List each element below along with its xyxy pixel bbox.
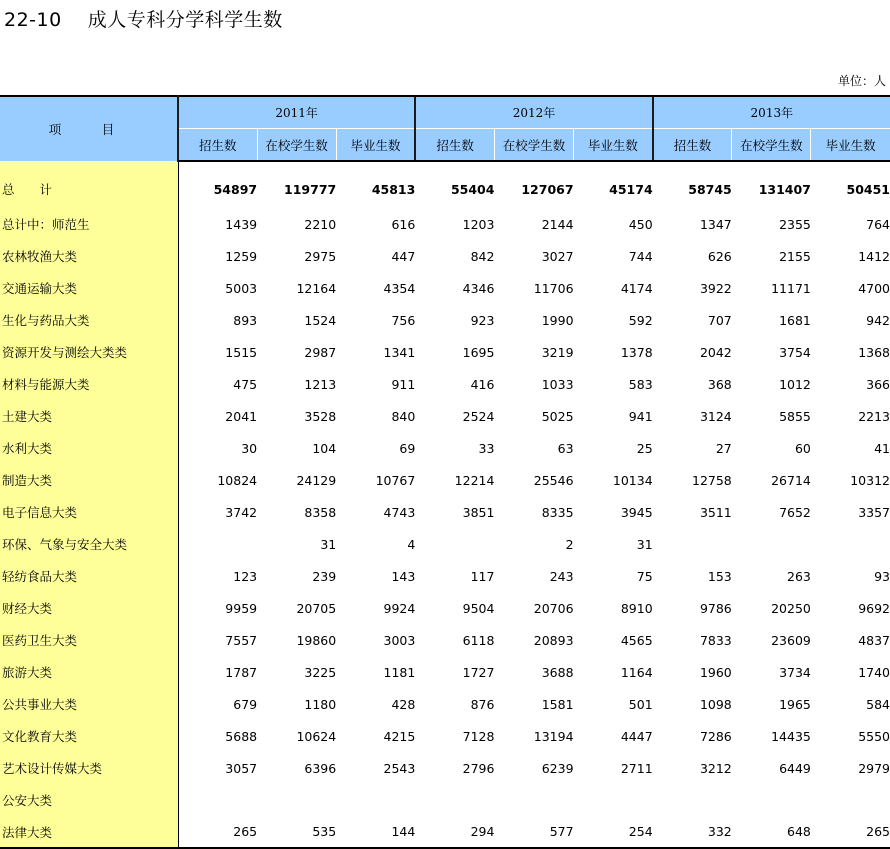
table-cell: 50451 — [846, 181, 890, 197]
table-cell: 19860 — [296, 632, 337, 648]
table-cell: 626 — [707, 248, 732, 264]
table-cell: 265 — [811, 816, 890, 848]
table-cell: 7128 — [462, 728, 495, 744]
table-cell — [653, 528, 732, 560]
row-label: 土建大类 — [0, 400, 178, 432]
table-cell: 9692 — [858, 600, 890, 616]
table-cell — [732, 528, 811, 560]
table-cell: 58745 — [688, 181, 732, 197]
header-students: 在校学生数 — [257, 129, 336, 162]
table-cell: 1695 — [462, 344, 495, 360]
table-cell: 3219 — [541, 344, 574, 360]
row-label: 轻纺食品大类 — [0, 560, 178, 592]
table-cell: 842 — [470, 248, 495, 264]
table-cell: 3124 — [699, 408, 732, 424]
table-cell: 7833 — [699, 632, 732, 648]
table-row — [0, 592, 890, 624]
table-cell: 1524 — [304, 312, 337, 328]
table-cell: 1164 — [620, 664, 653, 680]
table-cell: 1203 — [462, 216, 495, 232]
table-cell: 3528 — [304, 408, 337, 424]
table-cell: 648 — [732, 816, 811, 848]
table-cell: 428 — [391, 696, 416, 712]
table-cell: 31 — [636, 536, 653, 552]
table-row — [0, 496, 890, 528]
table-row — [0, 784, 890, 816]
table-cell: 1341 — [383, 344, 416, 360]
header-project: 项 目 — [0, 96, 178, 161]
table-cell: 6239 — [541, 760, 574, 776]
table-cell: 4215 — [383, 728, 416, 744]
table-cell: 2987 — [304, 344, 337, 360]
unit-label: 单位：人 — [837, 74, 886, 88]
page-title — [4, 5, 283, 32]
table-cell: 2796 — [462, 760, 495, 776]
table-cell: 2975 — [304, 248, 337, 264]
table-row — [0, 528, 890, 560]
table-cell: 3003 — [383, 632, 416, 648]
table-cell — [574, 784, 653, 816]
table-cell: 8910 — [620, 600, 653, 616]
table-cell: 45813 — [371, 181, 416, 197]
table-cell: 583 — [628, 376, 653, 392]
table-number: 22-10 — [4, 9, 62, 31]
header-year: 2013年 — [653, 96, 890, 129]
table-cell: 3688 — [541, 664, 574, 680]
table-cell: 127067 — [521, 181, 574, 197]
row-label: 公安大类 — [0, 784, 178, 816]
table-cell: 69 — [399, 440, 416, 456]
table-cell: 1378 — [620, 344, 653, 360]
table-cell: 30 — [241, 440, 258, 456]
table-cell: 31 — [320, 536, 337, 552]
table-cell: 3511 — [699, 504, 732, 520]
table-cell: 1412 — [858, 248, 890, 264]
table-cell — [257, 784, 336, 816]
table-cell: 4565 — [620, 632, 653, 648]
table-cell: 11706 — [533, 280, 574, 296]
table-cell: 744 — [628, 248, 653, 264]
table-cell: 1347 — [699, 216, 732, 232]
table-row — [0, 688, 890, 720]
table-cell: 263 — [787, 568, 811, 584]
table-cell: 5688 — [225, 728, 258, 744]
table-cell: 2041 — [225, 408, 258, 424]
table-cell: 1787 — [225, 664, 258, 680]
table-cell: 2213 — [858, 408, 890, 424]
statistics-table — [0, 95, 890, 849]
table-cell: 131407 — [758, 181, 811, 197]
table-cell: 447 — [391, 248, 416, 264]
row-label: 总计中：师范生 — [0, 208, 178, 240]
table-cell: 1965 — [779, 696, 811, 712]
header-row-years — [0, 96, 890, 129]
table-row — [0, 368, 890, 400]
row-label: 电子信息大类 — [0, 496, 178, 528]
table-cell: 4354 — [383, 280, 416, 296]
row-label: 农林牧渔大类 — [0, 240, 178, 272]
table-cell: 265 — [178, 816, 257, 848]
table-cell: 14435 — [771, 728, 811, 744]
table-cell: 756 — [391, 312, 416, 328]
table-cell: 2711 — [620, 760, 653, 776]
header-enrollment: 招生数 — [178, 129, 257, 162]
row-label: 生化与药品大类 — [0, 304, 178, 336]
table-cell: 153 — [707, 568, 732, 584]
table-cell: 5003 — [225, 280, 258, 296]
table-cell: 577 — [494, 816, 573, 848]
table-cell: 25546 — [533, 472, 574, 488]
table-row — [0, 656, 890, 688]
table-cell: 3057 — [225, 760, 258, 776]
table-cell: 27 — [715, 440, 732, 456]
table-cell: 1740 — [858, 664, 890, 680]
table-cell: 3027 — [541, 248, 574, 264]
table-row — [0, 560, 890, 592]
row-label: 水利大类 — [0, 432, 178, 464]
table-cell: 12164 — [296, 280, 337, 296]
table-cell: 501 — [628, 696, 653, 712]
table-row — [0, 336, 890, 368]
table-cell: 4 — [407, 536, 416, 552]
table-body — [0, 161, 890, 848]
table-cell: 2543 — [383, 760, 416, 776]
table-cell: 123 — [233, 568, 258, 584]
table-cell: 3212 — [699, 760, 732, 776]
table-cell: 60 — [794, 440, 811, 456]
table-cell: 45174 — [609, 181, 653, 197]
table-cell: 3734 — [779, 664, 811, 680]
table-cell: 33 — [478, 440, 495, 456]
table-cell: 8358 — [304, 504, 337, 520]
table-cell — [732, 784, 811, 816]
table-cell: 1012 — [779, 376, 811, 392]
table-cell: 535 — [257, 816, 336, 848]
table-cell: 3357 — [858, 504, 890, 520]
table-row — [0, 240, 890, 272]
table-cell: 4174 — [620, 280, 653, 296]
table-cell: 20893 — [533, 632, 574, 648]
table-title: 成人专科分学科学生数 — [87, 9, 283, 31]
row-label: 材料与能源大类 — [0, 368, 178, 400]
table-cell: 9786 — [699, 600, 732, 616]
table-cell: 5550 — [858, 728, 890, 744]
table-cell: 1033 — [541, 376, 574, 392]
table-row — [0, 720, 890, 752]
table-cell: 55404 — [450, 181, 495, 197]
table-cell: 26714 — [771, 472, 811, 488]
header-graduates: 毕业生数 — [336, 129, 415, 162]
table-cell: 2524 — [462, 408, 495, 424]
table-cell: 2042 — [699, 344, 732, 360]
table-row — [0, 208, 890, 240]
table-cell: 5025 — [541, 408, 574, 424]
table-cell: 6396 — [304, 760, 337, 776]
table-cell: 1990 — [541, 312, 574, 328]
table-cell: 416 — [470, 376, 495, 392]
table-cell: 5855 — [779, 408, 811, 424]
table-cell: 144 — [336, 816, 415, 848]
table-cell: 2979 — [858, 760, 890, 776]
header-students: 在校学生数 — [494, 129, 573, 162]
table-cell: 143 — [391, 568, 416, 584]
row-label: 制造大类 — [0, 464, 178, 496]
table-cell: 366 — [866, 376, 890, 392]
table-row — [0, 432, 890, 464]
table-cell: 2 — [565, 536, 574, 552]
table-cell: 942 — [866, 312, 890, 328]
table-cell: 1681 — [779, 312, 811, 328]
row-label: 法律大类 — [0, 816, 178, 848]
table-cell: 23609 — [771, 632, 811, 648]
table-cell: 7652 — [779, 504, 811, 520]
table-cell: 3945 — [620, 504, 653, 520]
table-cell: 12758 — [692, 472, 732, 488]
row-label: 旅游大类 — [0, 656, 178, 688]
table-cell: 239 — [312, 568, 337, 584]
table-cell: 75 — [636, 568, 653, 584]
table-cell: 840 — [391, 408, 416, 424]
table-cell: 20706 — [533, 600, 574, 616]
table-row — [0, 624, 890, 656]
table-cell: 4700 — [858, 280, 890, 296]
table-cell: 3851 — [462, 504, 495, 520]
table-cell: 24129 — [296, 472, 337, 488]
table-cell: 6449 — [779, 760, 811, 776]
header-students: 在校学生数 — [732, 129, 811, 162]
table-cell: 911 — [391, 376, 416, 392]
table-cell: 2355 — [779, 216, 811, 232]
table-cell — [415, 784, 494, 816]
table-cell: 616 — [391, 216, 416, 232]
table-cell: 1259 — [225, 248, 258, 264]
table-row — [0, 161, 890, 208]
table-cell — [178, 528, 257, 560]
table-cell: 41 — [874, 440, 890, 456]
header-enrollment: 招生数 — [653, 129, 732, 162]
table-cell: 923 — [470, 312, 495, 328]
row-label: 艺术设计传媒大类 — [0, 752, 178, 784]
table-cell: 1368 — [858, 344, 890, 360]
table-cell: 2155 — [779, 248, 811, 264]
table-cell: 20250 — [771, 600, 811, 616]
table-cell: 10767 — [375, 472, 416, 488]
row-label: 总 计 — [0, 161, 178, 208]
table-cell: 7557 — [225, 632, 258, 648]
table-cell: 243 — [549, 568, 574, 584]
table-cell: 1515 — [225, 344, 258, 360]
table-cell: 10134 — [612, 472, 653, 488]
table-cell: 475 — [233, 376, 258, 392]
table-cell: 10824 — [217, 472, 258, 488]
table-cell: 1098 — [699, 696, 732, 712]
table-cell: 2144 — [541, 216, 574, 232]
table-cell — [336, 784, 415, 816]
table-cell: 592 — [628, 312, 653, 328]
table-cell: 54897 — [213, 181, 258, 197]
table-row — [0, 464, 890, 496]
table-cell: 3225 — [304, 664, 337, 680]
table-cell: 764 — [866, 216, 890, 232]
table-cell: 584 — [866, 696, 890, 712]
header-year: 2011年 — [178, 96, 415, 129]
table-cell: 1727 — [462, 664, 495, 680]
table-cell: 11171 — [771, 280, 811, 296]
row-label: 文化教育大类 — [0, 720, 178, 752]
table-cell: 10312 — [850, 472, 890, 488]
table-cell: 9924 — [383, 600, 416, 616]
table-cell: 4743 — [383, 504, 416, 520]
table-cell: 450 — [628, 216, 653, 232]
table-cell: 368 — [707, 376, 732, 392]
table-cell: 12214 — [454, 472, 495, 488]
table-cell: 4346 — [462, 280, 495, 296]
table-cell: 93 — [874, 568, 890, 584]
header-graduates: 毕业生数 — [574, 129, 653, 162]
row-label: 环保、气象与安全大类 — [0, 528, 178, 560]
header-graduates: 毕业生数 — [811, 129, 890, 162]
table-cell: 3742 — [225, 504, 258, 520]
table-cell: 9504 — [462, 600, 495, 616]
table-cell: 20705 — [296, 600, 337, 616]
table-cell: 10624 — [296, 728, 337, 744]
table-cell — [415, 528, 494, 560]
table-cell — [811, 528, 890, 560]
table-cell: 13194 — [533, 728, 574, 744]
table-cell: 7286 — [699, 728, 732, 744]
table-cell: 4837 — [858, 632, 890, 648]
table-cell: 1181 — [383, 664, 416, 680]
table-cell: 63 — [557, 440, 574, 456]
row-label: 医药卫生大类 — [0, 624, 178, 656]
table-cell: 332 — [653, 816, 732, 848]
row-label: 交通运输大类 — [0, 272, 178, 304]
table-cell — [811, 784, 890, 816]
table-cell: 3754 — [779, 344, 811, 360]
table-cell: 254 — [574, 816, 653, 848]
header-enrollment: 招生数 — [415, 129, 494, 162]
table-cell: 1960 — [699, 664, 732, 680]
table-cell: 2210 — [304, 216, 337, 232]
table-cell: 893 — [233, 312, 258, 328]
table-cell: 8335 — [541, 504, 574, 520]
row-label: 资源开发与测绘大类类 — [0, 336, 178, 368]
table-cell: 117 — [470, 568, 495, 584]
table-cell: 9959 — [225, 600, 258, 616]
table-cell: 104 — [312, 440, 337, 456]
table-cell: 1581 — [541, 696, 574, 712]
table-cell: 941 — [628, 408, 653, 424]
table-cell: 1213 — [304, 376, 337, 392]
header-year: 2012年 — [415, 96, 652, 129]
table-cell: 294 — [415, 816, 494, 848]
table-cell: 679 — [233, 696, 258, 712]
table-cell — [494, 784, 573, 816]
table-cell: 25 — [636, 440, 653, 456]
table-row — [0, 304, 890, 336]
table-cell: 119777 — [284, 181, 337, 197]
table-cell: 707 — [707, 312, 732, 328]
table-row — [0, 400, 890, 432]
row-label: 财经大类 — [0, 592, 178, 624]
table-cell: 4447 — [620, 728, 653, 744]
table-cell — [653, 784, 732, 816]
table-row — [0, 752, 890, 784]
table-cell: 6118 — [462, 632, 495, 648]
table-cell — [178, 784, 257, 816]
table-cell: 1439 — [225, 216, 258, 232]
table-cell: 3922 — [699, 280, 732, 296]
row-label: 公共事业大类 — [0, 688, 178, 720]
table-row — [0, 272, 890, 304]
table-cell: 1180 — [304, 696, 337, 712]
table-row — [0, 816, 890, 848]
table-cell: 876 — [470, 696, 495, 712]
